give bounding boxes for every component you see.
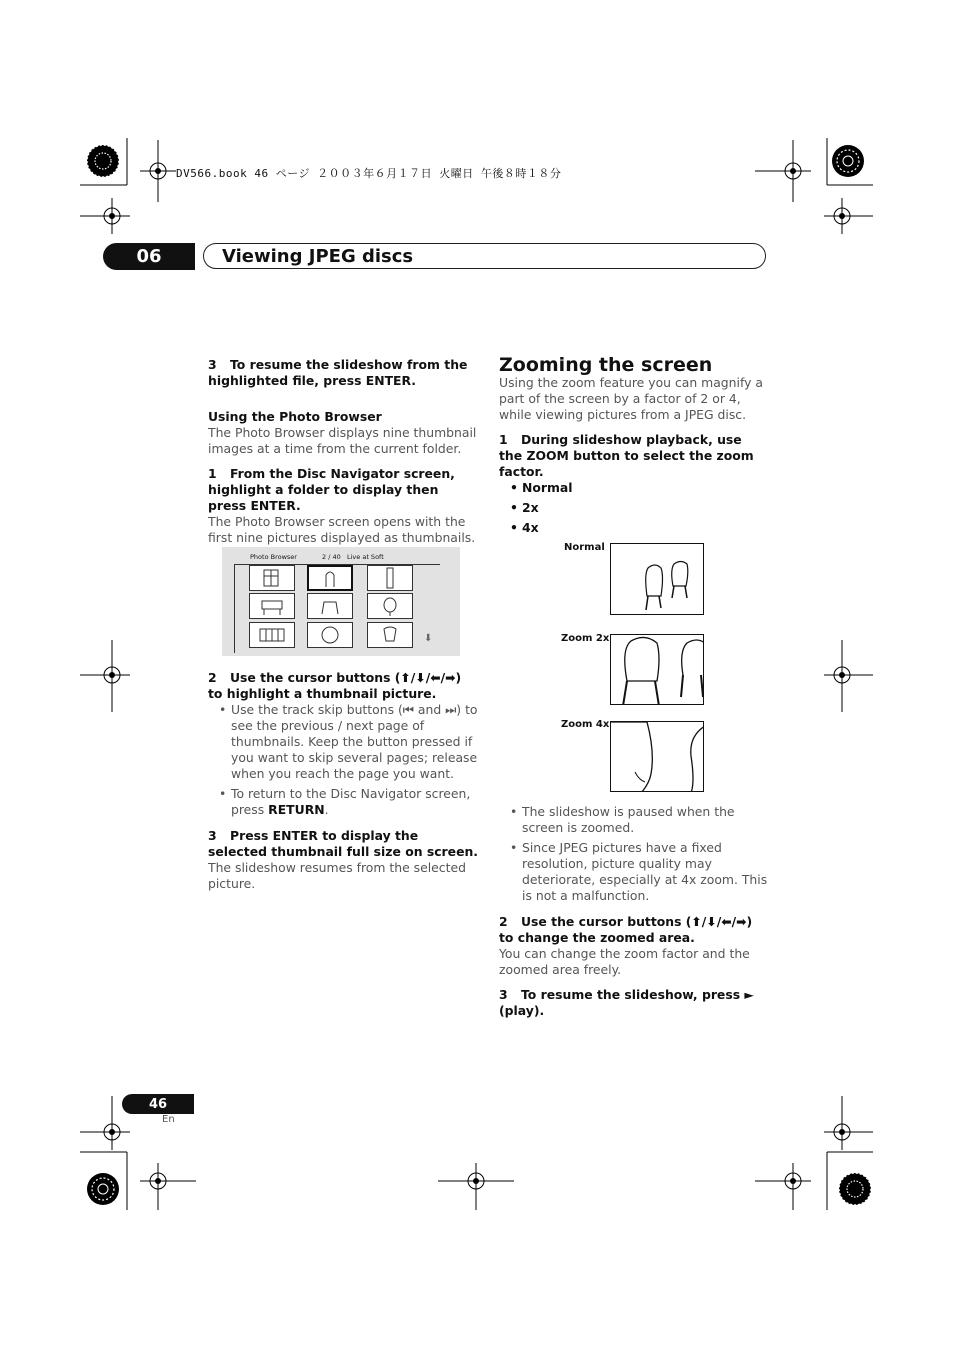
step-1-body: The Photo Browser screen opens with the first nine pictures displayed as thumbnails. — [208, 514, 476, 545]
zoom-heading: Zooming the screen — [499, 354, 713, 376]
bullet-return: • To return to the Disc Navigator screen, press RETURN. — [208, 786, 478, 818]
zoom-options-list — [499, 480, 769, 536]
zoom-notes — [499, 804, 769, 904]
chapter-title: Viewing JPEG discs — [222, 246, 414, 267]
step-2-bullets — [208, 702, 478, 818]
zoom-4x-illustration — [610, 721, 704, 792]
thumbnail-selected[interactable] — [307, 565, 353, 591]
scroll-down-arrow-icon[interactable]: ⬇ — [424, 633, 433, 644]
zoom-intro: Using the zoom feature you can magnify a part of the screen by a factor of 2 or 4, while viewing pictures from a JPEG disc. — [499, 375, 763, 422]
zoom-step-2-body: You can change the zoom factor and the zoomed area freely. — [499, 946, 750, 977]
bullet-quality: • Since JPEG pictures have a fixed resolution, picture quality may deteriorate, especially at 4x zoom. This is not a malfunction. — [499, 840, 769, 904]
page-number: 46 — [122, 1094, 194, 1114]
screen-title: Photo Browser — [250, 553, 297, 561]
zoom-step-3: 3 To resume the slideshow, press ► (play). — [499, 987, 754, 1018]
zoom-option: • Normal — [499, 480, 769, 496]
step-3-resume: 3 To resume the slideshow from the highlighted file, press ENTER. — [208, 357, 468, 388]
thumbnail[interactable] — [307, 622, 353, 648]
zoom-step-2: 2 Use the cursor buttons (⬆/⬇/⬅/➡) to change the zoomed area. — [499, 914, 753, 945]
bullet-paused: • The slideshow is paused when the screen is zoomed. — [499, 804, 769, 836]
thumbnail[interactable] — [249, 622, 295, 648]
thumbnail[interactable] — [307, 593, 353, 619]
zoom-step-1: 1 During slideshow playback, use the ZOOM button to select the zoom factor. — [499, 432, 754, 479]
bullet-track-skip: • Use the track skip buttons (⏮ and ⏭) to see the previous / next page of thumbnails. Keep the button pressed if you want to skip several pages; release when you reach the page you want. — [208, 702, 478, 782]
zoom-label-4x: Zoom 4x — [561, 719, 610, 730]
left-column — [208, 357, 478, 546]
thumbnail[interactable] — [249, 593, 295, 619]
screen-page-count: 2 / 40 — [322, 553, 341, 561]
chapter-number: 06 — [103, 243, 195, 270]
photo-browser-heading: Using the Photo Browser — [208, 409, 382, 424]
photo-browser-screen — [222, 547, 460, 656]
step-3-press-enter: 3 Press ENTER to display the selected thumbnail full size on screen. — [208, 828, 479, 859]
right-column-lower — [499, 804, 769, 1019]
left-column-lower — [208, 670, 478, 892]
zoom-label-2x: Zoom 2x — [561, 633, 610, 644]
book-info-line: DV566.book 46 ページ ２００３年６月１７日 火曜日 午後８時１８分 — [176, 167, 562, 180]
right-column — [499, 354, 769, 540]
zoom-option: • 4x — [499, 520, 769, 536]
zoom-label-normal: Normal — [564, 542, 605, 553]
language-code: En — [162, 1114, 175, 1125]
step-1-highlight-folder: 1 From the Disc Navigator screen, highlight a folder to display then press ENTER. — [208, 466, 455, 513]
photo-browser-intro: The Photo Browser displays nine thumbnail images at a time from the current folder. — [208, 425, 477, 456]
screen-folder-name: Live at Soft — [347, 553, 384, 561]
step-3-body: The slideshow resumes from the selected picture. — [208, 860, 466, 891]
zoom-2x-illustration — [610, 634, 704, 705]
zoom-option: • 2x — [499, 500, 769, 516]
thumbnail[interactable] — [249, 565, 295, 591]
thumbnail[interactable] — [367, 622, 413, 648]
thumbnail[interactable] — [367, 565, 413, 591]
thumbnail[interactable] — [367, 593, 413, 619]
zoom-normal-illustration — [610, 543, 704, 615]
step-2-highlight-thumbnail: 2 Use the cursor buttons (⬆/⬇/⬅/➡) to highlight a thumbnail picture. — [208, 670, 462, 701]
